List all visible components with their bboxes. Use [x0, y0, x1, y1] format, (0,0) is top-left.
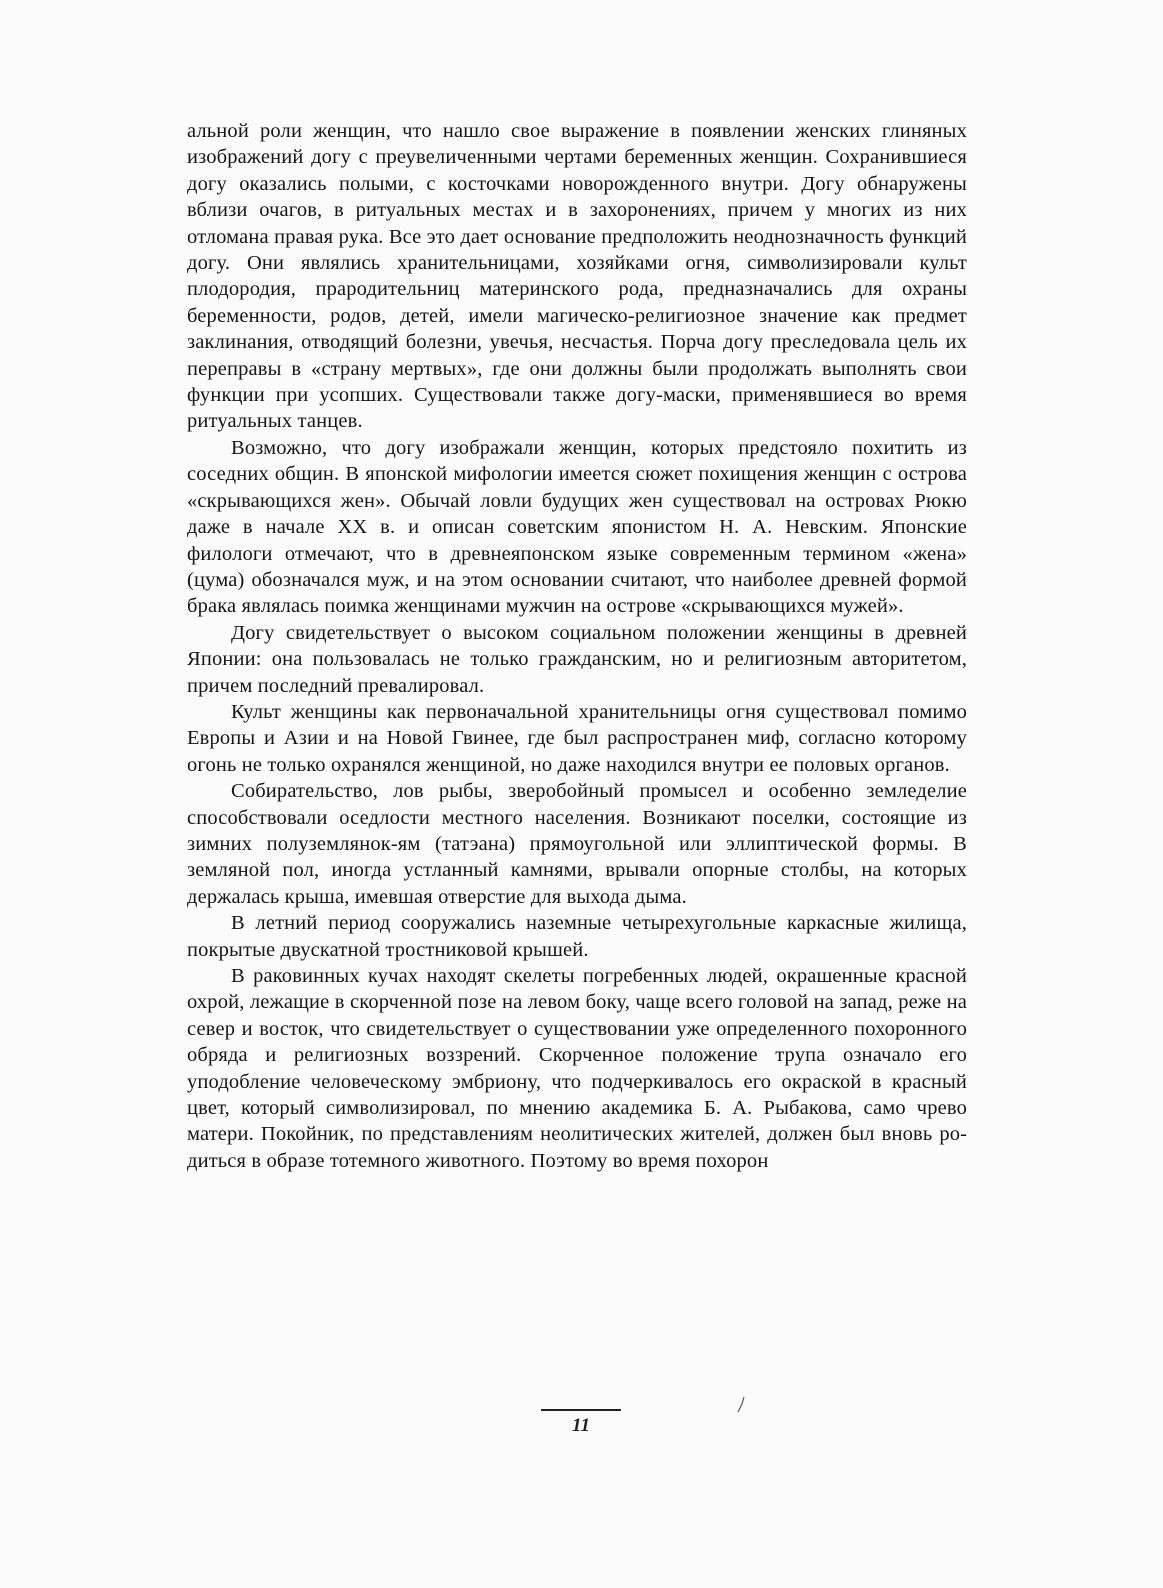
paragraph: альной роли женщин, что нашло свое выражение в появлении женских глиняных изображений догу с преувеличенными чертами беременных женщин. Сохранившиеся догу оказались полыми, с косточками новорожденного внутри. Догу обнаружены вблизи очагов, в ритуальных местах и в захоронениях, причем у многих из них отломана правая рука. Все это дает основание предположить неоднозначность функций догу. Они являлись хранительницами, хозяйками огня, символизировали культ плодородия, прародительниц материнского рода, предназначались для охраны беременности, родов, детей, имели магическо-религиозное значение как предмет заклинания, отводящий болезни, увечья, несчастья. Порча догу преследовала цель их переправы в «страну мертвых», где они должны были продолжать выполнять свои функции при усопших. Существовали также догу-маски, применявшиеся во время ритуальных танцев. — [187, 120, 967, 433]
ink-mark-icon — [735, 1395, 747, 1415]
paragraph: Культ женщины как первоначальной хранительницы огня существовал помимо Европы и Азии и на Новой Гвинее, где был распространен миф, согласно которому огонь не только охранялся женщиной, но даже находился внутри ее половых органов. — [187, 700, 967, 776]
page-number: 11 — [572, 1415, 590, 1436]
paragraph: В раковинных кучах находят скелеты погребенных людей, окрашенные красной охрой, лежащие в скорченной позе на левом боку, чаще всего головой на запад, реже на север и восток, что свидетельствует о существовании уже определенного похоронного обряда и религиозных воззрений. Скорченное положение трупа означало его уподобление человеческому эмбриону, что подчеркивалось его окраской в красный цвет, который символизировал, по мнению академика Б. А. Рыбакова, само чрево матери. Покойник, по представлениям неолитических жителей, должен был вновь родиться в образе тотемного животного. Поэтому во время похорон — [187, 965, 967, 1172]
paragraph: В летний период сооружались наземные четырехугольные каркасные жилища, покрытые двускатной тростниковой крышей. — [187, 912, 967, 961]
paragraph: Возможно, что догу изображали женщин, которых предстояло похитить из соседних общин. В японской мифологии имеется сюжет похищения женщин с острова «скрывающихся жен». Обычай ловли будущих жен существовал на островах Рюкю даже в начале XX в. и описан советским японистом Н. А. Невским. Японские филологи отмечают, что в древнеяпонском языке современным термином «жена» (цума) обозначался муж, и на этом основании считают, что наиболее древней формой брака являлась поимка женщинами мужчин на острове «скрывающихся мужей». — [187, 436, 967, 618]
paragraph: Собирательство, лов рыбы, зверобойный промысел и особенно земледелие способствовали оседлости местного населения. Возникают поселки, состоящие из зимних полуземлянок-ям (татэана) прямоугольной или эллиптической формы. В земляной пол, иногда устланный камнями, врывали опорные столбы, на которых держалась крыша, имевшая отверстие для выхода дыма. — [187, 780, 967, 908]
body-text — [187, 118, 967, 1174]
paragraph: Догу свидетельствует о высоком социальном положении женщины в древней Японии: она пользовалась не только гражданским, но и религиозным авторитетом, причем последний превалировал. — [187, 621, 967, 697]
footer-rule — [541, 1409, 621, 1411]
